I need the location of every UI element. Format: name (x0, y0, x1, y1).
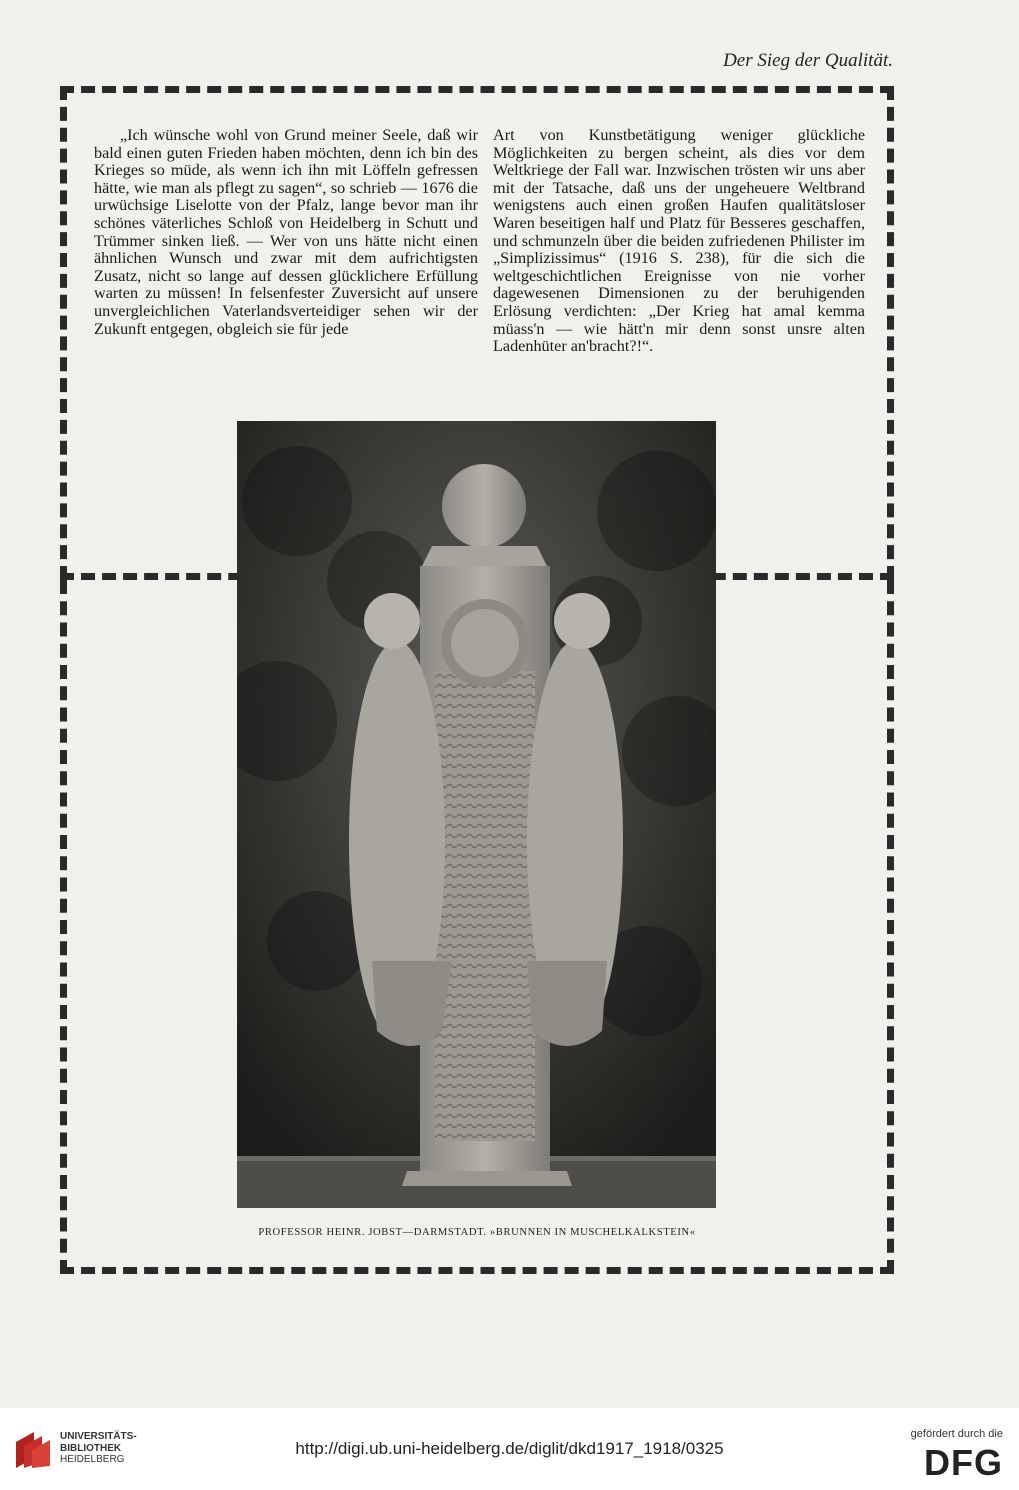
running-head: Der Sieg der Qualität. (723, 50, 893, 71)
paragraph-right: Art von Kunstbetätigung weniger glückliche Möglichkeiten zu bergen scheint, als dies vor dem Weltkriege der Fall war. Inzwischen trösten wir uns aber mit der Tatsache, daß uns der ungeheuere Weltbrand wenigstens auch einen großen Haufen qualitätsloser Waren beseitigen half und Platz für Besseres geschaffen, und schmunzeln über die beiden zufriedenen Philister im „Simplizissimus“ (1916 S. 238), für die sich die weltgeschichtlichen Ereignisse von nie vorher dagewesenen Dimensionen zu der beruhigenden Erlösung verdichten: „Der Krieg hat amal kemma müass'n — wie hätt'n mir denn sonst unsre alten Ladenhüter an'bracht?!“. (493, 126, 865, 356)
library-line-1: UNIVERSITÄTS- (60, 1431, 137, 1442)
text-column-right (493, 127, 865, 356)
permalink-url[interactable]: http://digi.ub.uni-heidelberg.de/diglit/dkd1917_1918/0325 (295, 1439, 724, 1458)
fountain-photograph (237, 421, 716, 1208)
library-line-3: HEIDELBERG (60, 1454, 125, 1465)
funded-by-label: gefördert durch die (910, 1428, 1003, 1440)
fountain-image (237, 421, 716, 1208)
figure-caption: PROFESSOR HEINR. JOBST—DARMSTADT. »BRUNNEN IN MUSCHELKALKSTEIN« (258, 1227, 696, 1238)
dfg-logo: DFG (924, 1442, 1003, 1483)
footer-bar (0, 1408, 1019, 1490)
text-column-left (94, 127, 478, 338)
paragraph-left: „Ich wünsche wohl von Grund meiner Seele, daß wir bald einen guten Frieden haben möchten, denn ich bin des Krieges so müde, als wenn ich ihn mit Löffeln gefressen hätte, wie man als pflegt zu sagen“, so schrieb — 1676 die urwüchsige Liselotte von der Pfalz, lange bevor man ihr schönes väterliches Schloß von Heidelberg in Schutt und Trümmer sinken ließ. — Wer von uns hätte nicht einen ähnlichen Wunsch und zwar mit dem aufrichtigsten Zusatz, nicht so lange auf dessen glücklichere Erfüllung warten zu müssen! In felsenfester Zuversicht auf unsere unvergleichlichen Vaterlandsverteidiger sehen wir der Zukunft entgegen, obgleich sie für jede (94, 126, 478, 338)
library-line-2: BIBLIOTHEK (60, 1442, 122, 1454)
